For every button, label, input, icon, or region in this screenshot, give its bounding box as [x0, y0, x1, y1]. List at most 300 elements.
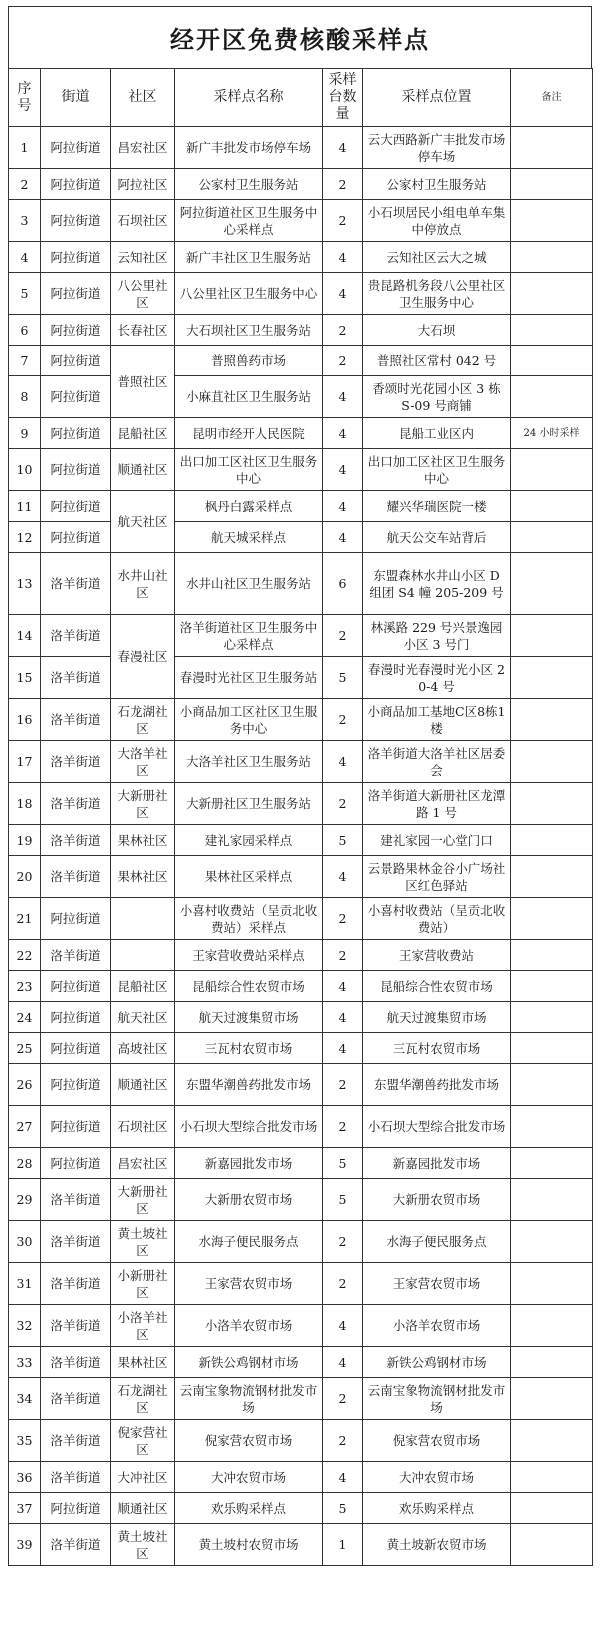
- cell-count: 4: [323, 1305, 363, 1347]
- cell-street: 阿拉街道: [41, 1002, 111, 1033]
- cell-note: [511, 1493, 593, 1524]
- cell-street: 阿拉街道: [41, 1148, 111, 1179]
- cell-street: 洛羊街道: [41, 1221, 111, 1263]
- table-row: [9, 1378, 593, 1420]
- cell-community: 顺通社区: [111, 449, 175, 491]
- table-body: [9, 127, 593, 1566]
- cell-count: 2: [323, 1221, 363, 1263]
- cell-street: 阿拉街道: [41, 200, 111, 242]
- table-row: [9, 315, 593, 346]
- table-row: [9, 1033, 593, 1064]
- cell-count: 4: [323, 522, 363, 553]
- table-row: [9, 127, 593, 169]
- cell-site-name: 云南宝象物流钢材批发市场: [175, 1378, 323, 1420]
- cell-location: 林溪路 229 号兴景逸园小区 3 号门: [363, 615, 511, 657]
- cell-location: 云景路果林金谷小广场社区红色驿站: [363, 856, 511, 898]
- cell-index: 22: [9, 940, 41, 971]
- cell-community: [111, 940, 175, 971]
- table-row: [9, 346, 593, 376]
- cell-street: 洛羊街道: [41, 1347, 111, 1378]
- cell-location: 航天公交车站背后: [363, 522, 511, 553]
- table-row: [9, 699, 593, 741]
- cell-site-name: 阿拉街道社区卫生服务中心采样点: [175, 200, 323, 242]
- cell-note: [511, 1033, 593, 1064]
- cell-note: 24 小时采样: [511, 418, 593, 449]
- document-sheet: [8, 6, 592, 1566]
- cell-community: 高坡社区: [111, 1033, 175, 1064]
- cell-site-name: 小洛羊农贸市场: [175, 1305, 323, 1347]
- cell-note: [511, 615, 593, 657]
- cell-location: 水海子便民服务点: [363, 1221, 511, 1263]
- cell-count: 4: [323, 491, 363, 522]
- cell-site-name: 大新册社区卫生服务站: [175, 783, 323, 825]
- cell-location: 大石坝: [363, 315, 511, 346]
- cell-street: 洛羊街道: [41, 783, 111, 825]
- table-row: [9, 1148, 593, 1179]
- cell-count: 4: [323, 1033, 363, 1064]
- cell-community: 倪家营社区: [111, 1420, 175, 1462]
- cell-community: 昌宏社区: [111, 127, 175, 169]
- cell-index: 36: [9, 1462, 41, 1493]
- cell-count: 2: [323, 1106, 363, 1148]
- table-row: [9, 1002, 593, 1033]
- cell-note: [511, 1420, 593, 1462]
- cell-site-name: 倪家营农贸市场: [175, 1420, 323, 1462]
- table-row: [9, 1106, 593, 1148]
- cell-street: 阿拉街道: [41, 1106, 111, 1148]
- cell-note: [511, 169, 593, 200]
- cell-site-name: 黄土坡村农贸市场: [175, 1524, 323, 1566]
- cell-count: 1: [323, 1524, 363, 1566]
- cell-site-name: 新广丰社区卫生服务站: [175, 242, 323, 273]
- cell-location: 香颂时光花园小区 3 栋 S-09 号商铺: [363, 376, 511, 418]
- table-row: [9, 657, 593, 699]
- cell-location: 新铁公鸡钢材市场: [363, 1347, 511, 1378]
- cell-index: 31: [9, 1263, 41, 1305]
- cell-note: [511, 1524, 593, 1566]
- cell-community: 黄土坡社区: [111, 1524, 175, 1566]
- cell-index: 9: [9, 418, 41, 449]
- cell-community: 长春社区: [111, 315, 175, 346]
- cell-count: 4: [323, 242, 363, 273]
- cell-index: 2: [9, 169, 41, 200]
- cell-location: 云南宝象物流钢材批发市场: [363, 1378, 511, 1420]
- table-row: [9, 522, 593, 553]
- cell-street: 阿拉街道: [41, 971, 111, 1002]
- cell-note: [511, 1347, 593, 1378]
- cell-location: 黄土坡新农贸市场: [363, 1524, 511, 1566]
- table-row: [9, 553, 593, 615]
- cell-index: 10: [9, 449, 41, 491]
- cell-site-name: 航天过渡集贸市场: [175, 1002, 323, 1033]
- cell-street: 阿拉街道: [41, 1064, 111, 1106]
- cell-note: [511, 940, 593, 971]
- sampling-sites-table: [8, 68, 593, 1566]
- cell-index: 8: [9, 376, 41, 418]
- cell-location: 公家村卫生服务站: [363, 169, 511, 200]
- cell-count: 4: [323, 418, 363, 449]
- cell-location: 东盟华潮兽药批发市场: [363, 1064, 511, 1106]
- table-row: [9, 418, 593, 449]
- table-row: [9, 898, 593, 940]
- cell-site-name: 欢乐购采样点: [175, 1493, 323, 1524]
- table-row: [9, 1263, 593, 1305]
- cell-community: 八公里社区: [111, 273, 175, 315]
- cell-index: 33: [9, 1347, 41, 1378]
- header-street: 街道: [41, 69, 111, 127]
- header-index: 序号: [9, 69, 41, 127]
- cell-street: 阿拉街道: [41, 273, 111, 315]
- cell-community: 云知社区: [111, 242, 175, 273]
- cell-site-name: 昆船综合性农贸市场: [175, 971, 323, 1002]
- cell-site-name: 大石坝社区卫生服务站: [175, 315, 323, 346]
- cell-community: 石龙湖社区: [111, 699, 175, 741]
- cell-count: 2: [323, 1420, 363, 1462]
- cell-note: [511, 856, 593, 898]
- header-site-name: 采样点名称: [175, 69, 323, 127]
- cell-index: 14: [9, 615, 41, 657]
- cell-index: 1: [9, 127, 41, 169]
- cell-community: 小新册社区: [111, 1263, 175, 1305]
- header-community: 社区: [111, 69, 175, 127]
- table-row: [9, 273, 593, 315]
- cell-community: 果林社区: [111, 856, 175, 898]
- cell-location: 欢乐购采样点: [363, 1493, 511, 1524]
- cell-location: 洛羊街道大新册社区龙潭路 1 号: [363, 783, 511, 825]
- cell-location: 倪家营农贸市场: [363, 1420, 511, 1462]
- cell-site-name: 建礼家园采样点: [175, 825, 323, 856]
- cell-location: 普照社区常村 042 号: [363, 346, 511, 376]
- cell-note: [511, 825, 593, 856]
- cell-location: 三瓦村农贸市场: [363, 1033, 511, 1064]
- table-row: [9, 940, 593, 971]
- cell-community: 石龙湖社区: [111, 1378, 175, 1420]
- cell-note: [511, 1378, 593, 1420]
- table-header-row: [9, 69, 593, 127]
- cell-site-name: 王家营农贸市场: [175, 1263, 323, 1305]
- cell-index: 26: [9, 1064, 41, 1106]
- cell-note: [511, 1148, 593, 1179]
- cell-street: 洛羊街道: [41, 1378, 111, 1420]
- cell-community: 顺通社区: [111, 1493, 175, 1524]
- table-row: [9, 1064, 593, 1106]
- cell-street: 阿拉街道: [41, 346, 111, 376]
- cell-count: 2: [323, 1064, 363, 1106]
- cell-index: 29: [9, 1179, 41, 1221]
- header-note: 备注: [511, 69, 593, 127]
- cell-index: 30: [9, 1221, 41, 1263]
- cell-community: 大冲社区: [111, 1462, 175, 1493]
- cell-count: 2: [323, 1263, 363, 1305]
- cell-count: 4: [323, 741, 363, 783]
- cell-index: 35: [9, 1420, 41, 1462]
- cell-index: 12: [9, 522, 41, 553]
- cell-community: 顺通社区: [111, 1064, 175, 1106]
- cell-street: 洛羊街道: [41, 699, 111, 741]
- cell-note: [511, 449, 593, 491]
- cell-site-name: 小商品加工区社区卫生服务中心: [175, 699, 323, 741]
- cell-community: 果林社区: [111, 1347, 175, 1378]
- cell-street: 洛羊街道: [41, 1420, 111, 1462]
- document-title: 经开区免费核酸采样点: [8, 6, 592, 68]
- cell-street: 洛羊街道: [41, 1462, 111, 1493]
- cell-location: 新嘉园批发市场: [363, 1148, 511, 1179]
- cell-note: [511, 346, 593, 376]
- table-row: [9, 449, 593, 491]
- cell-location: 航天过渡集贸市场: [363, 1002, 511, 1033]
- cell-count: 2: [323, 898, 363, 940]
- cell-count: 5: [323, 1179, 363, 1221]
- cell-site-name: 小喜村收费站（呈贡北收费站）采样点: [175, 898, 323, 940]
- cell-site-name: 八公里社区卫生服务中心: [175, 273, 323, 315]
- cell-count: 4: [323, 127, 363, 169]
- cell-index: 32: [9, 1305, 41, 1347]
- table-row: [9, 615, 593, 657]
- cell-count: 2: [323, 699, 363, 741]
- cell-note: [511, 898, 593, 940]
- cell-street: 阿拉街道: [41, 522, 111, 553]
- cell-note: [511, 242, 593, 273]
- cell-street: 阿拉街道: [41, 1033, 111, 1064]
- cell-note: [511, 971, 593, 1002]
- cell-site-name: 航天城采样点: [175, 522, 323, 553]
- cell-location: 王家营收费站: [363, 940, 511, 971]
- cell-location: 小洛羊农贸市场: [363, 1305, 511, 1347]
- cell-note: [511, 657, 593, 699]
- cell-note: [511, 315, 593, 346]
- cell-community: 黄土坡社区: [111, 1221, 175, 1263]
- cell-count: 6: [323, 553, 363, 615]
- cell-street: 阿拉街道: [41, 449, 111, 491]
- cell-site-name: 水海子便民服务点: [175, 1221, 323, 1263]
- cell-index: 25: [9, 1033, 41, 1064]
- cell-site-name: 新嘉园批发市场: [175, 1148, 323, 1179]
- cell-location: 小石坝大型综合批发市场: [363, 1106, 511, 1148]
- cell-index: 37: [9, 1493, 41, 1524]
- cell-note: [511, 1106, 593, 1148]
- cell-location: 昆船综合性农贸市场: [363, 971, 511, 1002]
- header-count: 采样台数量: [323, 69, 363, 127]
- cell-index: 19: [9, 825, 41, 856]
- cell-location: 小石坝居民小组电单车集中停放点: [363, 200, 511, 242]
- cell-index: 13: [9, 553, 41, 615]
- cell-index: 23: [9, 971, 41, 1002]
- cell-street: 洛羊街道: [41, 1263, 111, 1305]
- cell-street: 阿拉街道: [41, 315, 111, 346]
- cell-site-name: 洛羊街道社区卫生服务中心采样点: [175, 615, 323, 657]
- table-row: [9, 1524, 593, 1566]
- cell-community: 阿拉社区: [111, 169, 175, 200]
- cell-note: [511, 1462, 593, 1493]
- table-row: [9, 825, 593, 856]
- cell-street: 洛羊街道: [41, 657, 111, 699]
- cell-site-name: 新广丰批发市场停车场: [175, 127, 323, 169]
- cell-street: 阿拉街道: [41, 418, 111, 449]
- cell-street: 阿拉街道: [41, 491, 111, 522]
- cell-community: 昆船社区: [111, 418, 175, 449]
- cell-street: 阿拉街道: [41, 376, 111, 418]
- cell-street: 阿拉街道: [41, 169, 111, 200]
- cell-street: 洛羊街道: [41, 1305, 111, 1347]
- cell-count: 4: [323, 273, 363, 315]
- cell-count: 2: [323, 783, 363, 825]
- cell-index: 20: [9, 856, 41, 898]
- cell-count: 4: [323, 971, 363, 1002]
- cell-community: 昌宏社区: [111, 1148, 175, 1179]
- cell-note: [511, 1179, 593, 1221]
- cell-community: 小洛羊社区: [111, 1305, 175, 1347]
- cell-note: [511, 127, 593, 169]
- cell-count: 5: [323, 1148, 363, 1179]
- table-row: [9, 783, 593, 825]
- table-row: [9, 169, 593, 200]
- cell-site-name: 大冲农贸市场: [175, 1462, 323, 1493]
- cell-location: 昆船工业区内: [363, 418, 511, 449]
- cell-index: 39: [9, 1524, 41, 1566]
- table-row: [9, 1347, 593, 1378]
- cell-community: 普照社区: [111, 346, 175, 418]
- cell-location: 建礼家园一心堂门口: [363, 825, 511, 856]
- cell-street: 阿拉街道: [41, 1493, 111, 1524]
- cell-note: [511, 376, 593, 418]
- cell-index: 3: [9, 200, 41, 242]
- cell-street: 洛羊街道: [41, 940, 111, 971]
- cell-location: 云大西路新广丰批发市场停车场: [363, 127, 511, 169]
- cell-community: 大新册社区: [111, 783, 175, 825]
- cell-count: 5: [323, 825, 363, 856]
- cell-street: 洛羊街道: [41, 615, 111, 657]
- table-row: [9, 1420, 593, 1462]
- cell-note: [511, 200, 593, 242]
- cell-site-name: 水井山社区卫生服务站: [175, 553, 323, 615]
- cell-location: 小喜村收费站（呈贡北收费站）: [363, 898, 511, 940]
- cell-site-name: 果林社区采样点: [175, 856, 323, 898]
- cell-index: 15: [9, 657, 41, 699]
- cell-site-name: 昆明市经开人民医院: [175, 418, 323, 449]
- cell-index: 7: [9, 346, 41, 376]
- cell-location: 贵昆路机务段八公里社区卫生服务中心: [363, 273, 511, 315]
- cell-community: 昆船社区: [111, 971, 175, 1002]
- cell-note: [511, 1263, 593, 1305]
- cell-count: 2: [323, 615, 363, 657]
- cell-index: 17: [9, 741, 41, 783]
- table-row: [9, 856, 593, 898]
- cell-street: 阿拉街道: [41, 127, 111, 169]
- cell-index: 5: [9, 273, 41, 315]
- cell-note: [511, 491, 593, 522]
- cell-community: 石坝社区: [111, 200, 175, 242]
- cell-note: [511, 553, 593, 615]
- cell-index: 28: [9, 1148, 41, 1179]
- cell-site-name: 大新册农贸市场: [175, 1179, 323, 1221]
- cell-count: 2: [323, 346, 363, 376]
- table-row: [9, 1179, 593, 1221]
- cell-site-name: 小石坝大型综合批发市场: [175, 1106, 323, 1148]
- cell-street: 洛羊街道: [41, 856, 111, 898]
- table-row: [9, 1493, 593, 1524]
- table-row: [9, 1305, 593, 1347]
- cell-location: 大新册农贸市场: [363, 1179, 511, 1221]
- cell-site-name: 新铁公鸡钢材市场: [175, 1347, 323, 1378]
- cell-index: 4: [9, 242, 41, 273]
- table-row: [9, 200, 593, 242]
- cell-count: 4: [323, 1462, 363, 1493]
- table-row: [9, 491, 593, 522]
- cell-count: 4: [323, 1002, 363, 1033]
- cell-street: 洛羊街道: [41, 553, 111, 615]
- cell-count: 2: [323, 169, 363, 200]
- cell-community: 大洛羊社区: [111, 741, 175, 783]
- cell-note: [511, 783, 593, 825]
- cell-site-name: 公家村卫生服务站: [175, 169, 323, 200]
- cell-community: 果林社区: [111, 825, 175, 856]
- header-location: 采样点位置: [363, 69, 511, 127]
- cell-location: 洛羊街道大洛羊社区居委会: [363, 741, 511, 783]
- cell-count: 4: [323, 856, 363, 898]
- cell-community: 航天社区: [111, 1002, 175, 1033]
- cell-location: 东盟森林水井山小区 D 组团 S4 幢 205-209 号: [363, 553, 511, 615]
- cell-location: 春漫时光春漫时光小区 20-4 号: [363, 657, 511, 699]
- cell-index: 24: [9, 1002, 41, 1033]
- cell-street: 阿拉街道: [41, 242, 111, 273]
- cell-street: 洛羊街道: [41, 741, 111, 783]
- cell-site-name: 出口加工区社区卫生服务中心: [175, 449, 323, 491]
- cell-location: 大冲农贸市场: [363, 1462, 511, 1493]
- cell-site-name: 春漫时光社区卫生服务站: [175, 657, 323, 699]
- cell-site-name: 三瓦村农贸市场: [175, 1033, 323, 1064]
- cell-site-name: 王家营收费站采样点: [175, 940, 323, 971]
- cell-index: 18: [9, 783, 41, 825]
- cell-street: 洛羊街道: [41, 1524, 111, 1566]
- cell-note: [511, 699, 593, 741]
- cell-location: 出口加工区社区卫生服务中心: [363, 449, 511, 491]
- cell-index: 11: [9, 491, 41, 522]
- cell-count: 2: [323, 940, 363, 971]
- table-row: [9, 741, 593, 783]
- cell-street: 阿拉街道: [41, 898, 111, 940]
- cell-location: 王家营农贸市场: [363, 1263, 511, 1305]
- cell-community: 水井山社区: [111, 553, 175, 615]
- cell-note: [511, 1064, 593, 1106]
- cell-count: 2: [323, 1378, 363, 1420]
- cell-site-name: 小麻苴社区卫生服务站: [175, 376, 323, 418]
- cell-count: 5: [323, 1493, 363, 1524]
- cell-index: 34: [9, 1378, 41, 1420]
- cell-street: 洛羊街道: [41, 1179, 111, 1221]
- cell-street: 洛羊街道: [41, 825, 111, 856]
- cell-index: 21: [9, 898, 41, 940]
- table-row: [9, 971, 593, 1002]
- cell-index: 16: [9, 699, 41, 741]
- cell-note: [511, 741, 593, 783]
- cell-community: [111, 898, 175, 940]
- cell-note: [511, 1305, 593, 1347]
- cell-count: 2: [323, 315, 363, 346]
- table-row: [9, 242, 593, 273]
- cell-index: 6: [9, 315, 41, 346]
- cell-count: 5: [323, 657, 363, 699]
- cell-site-name: 东盟华潮兽药批发市场: [175, 1064, 323, 1106]
- cell-location: 小商品加工基地C区8栋1楼: [363, 699, 511, 741]
- table-row: [9, 1462, 593, 1493]
- cell-community: 航天社区: [111, 491, 175, 553]
- cell-note: [511, 273, 593, 315]
- cell-note: [511, 522, 593, 553]
- cell-count: 4: [323, 376, 363, 418]
- cell-note: [511, 1002, 593, 1033]
- cell-count: 2: [323, 200, 363, 242]
- cell-note: [511, 1221, 593, 1263]
